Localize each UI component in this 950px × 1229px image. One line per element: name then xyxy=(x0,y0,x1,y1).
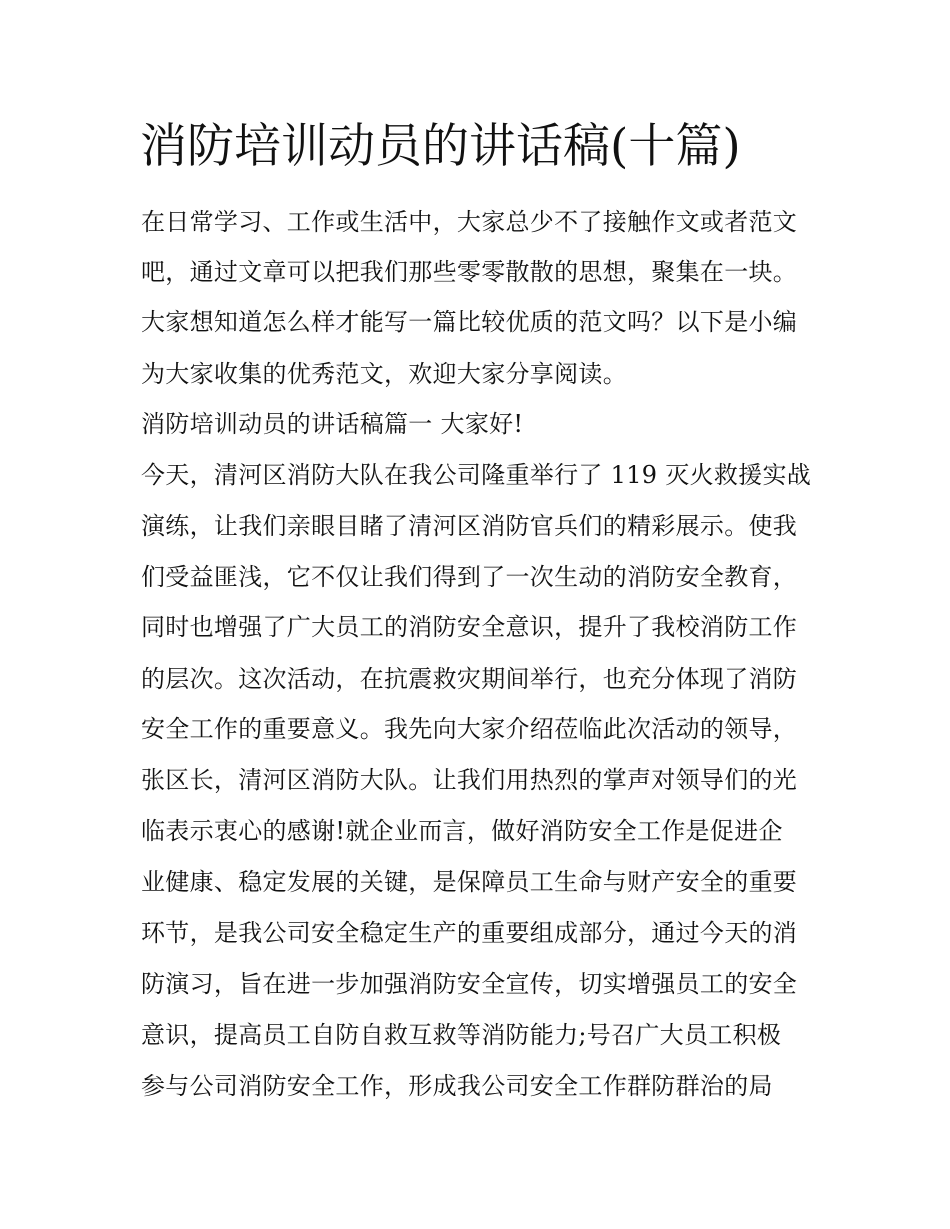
body-line: 参与公司消防安全工作，形成我公司安全工作群防群治的局 xyxy=(141,1072,773,1100)
body-line: 环节，是我公司安全稳定生产的重要组成部分，通过今天的消 xyxy=(141,919,798,947)
body-line: 同时也增强了广大员工的消防安全意识，提升了我校消防工作 xyxy=(141,613,798,641)
body-line: 的层次。这次活动，在抗震救灾期间举行，也充分体现了消防 xyxy=(141,665,798,693)
body-line: 业健康、稳定发展的关键，是保障员工生命与财产安全的重要 xyxy=(141,868,798,896)
body-line: 意识，提高员工自防自救互救等消防能力;号召广大员工积极 xyxy=(141,1021,782,1049)
body-line: 张区长，清河区消防大队。让我们用热烈的掌声对领导们的光 xyxy=(141,766,798,794)
body-line: 演练，让我们亲眼目睹了清河区消防官兵们的精彩展示。使我 xyxy=(141,512,798,540)
section-heading-line: 消防培训动员的讲话稿篇一 大家好! xyxy=(141,410,524,438)
body-line: 安全工作的重要意义。我先向大家介绍莅临此次活动的领导， xyxy=(141,715,798,743)
body-line: 们受益匪浅，它不仅让我们得到了一次生动的消防安全教育， xyxy=(141,563,798,591)
body-line: 防演习，旨在进一步加强消防安全宣传，切实增强员工的安全 xyxy=(141,970,798,998)
document-title: 消防培训动员的讲话稿(十篇) xyxy=(140,119,741,174)
body-line: 在日常学习、工作或生活中，大家总少不了接触作文或者范文 xyxy=(141,208,798,236)
body-line: 今天，清河区消防大队在我公司隆重举行了 119 灭火救援实战 xyxy=(141,461,812,489)
body-line: 大家想知道怎么样才能写一篇比较优质的范文吗？以下是小编 xyxy=(141,308,798,336)
body-line: 为大家收集的优秀范文，欢迎大家分享阅读。 xyxy=(141,360,627,388)
body-line: 临表示衷心的感谢!就企业而言，做好消防安全工作是促进企 xyxy=(141,817,783,845)
body-line: 吧，通过文章可以把我们那些零零散散的思想，聚集在一块。 xyxy=(141,258,798,286)
